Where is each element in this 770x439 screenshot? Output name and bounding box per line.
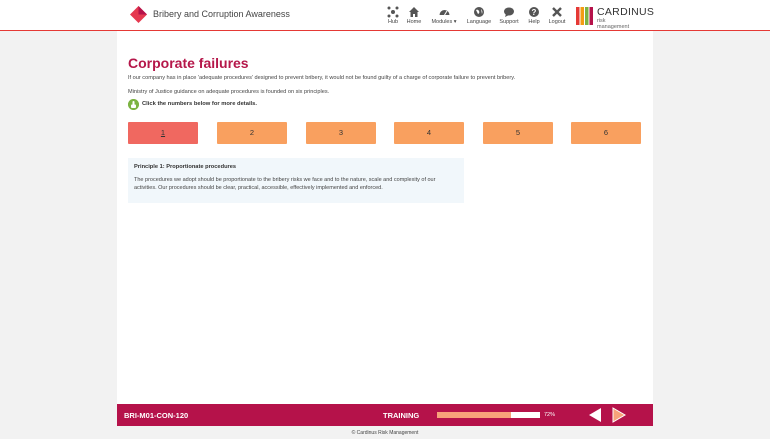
principle-detail-box [128,158,464,203]
progress-percent: 72% [544,412,556,418]
chat-icon [503,6,515,18]
nav-help-label: Help [528,19,540,25]
top-header [0,0,770,31]
close-icon [551,6,563,18]
help-icon [528,6,540,18]
principle-detail-title: Principle 1: Proportionate procedures [134,164,237,170]
previous-arrow-icon[interactable] [588,407,602,423]
nav-support-label: Support [499,19,519,25]
hand-pointer-icon [128,99,139,110]
copyright-text: © Cardinus Risk Management [351,430,419,436]
brand-name: CARDINUS [597,6,655,18]
content-panel [117,31,653,404]
hub-icon [387,6,399,18]
principle-tab-5[interactable]: 5 [483,122,553,144]
nav-hub[interactable] [385,6,401,28]
nav-support[interactable] [498,6,520,28]
footer-bar [117,404,653,426]
nav-language-label: Language [466,19,492,25]
hint-text: Click the numbers below for more details. [142,101,257,107]
nav-hub-label: Hub [387,19,399,25]
svg-text:?: ? [531,8,537,17]
nav-language[interactable] [466,6,492,28]
progress-fill [437,412,511,418]
modules-icon [438,6,451,18]
module-code: BRI-M01-CON-120 [124,411,189,420]
progress-bar [437,412,540,418]
principle-tab-4[interactable]: 4 [394,122,464,144]
intro-text: If our company has in place 'adequate procedures' designed to prevent bribery, it would not be found guilty of a charge of corporate failure to prevent bribery. [128,75,516,81]
diamond-logo-icon [130,6,147,23]
principle-detail-body: The procedures we adopt should be proportionate to the bribery risks we face and to the nature, scale and complexity of our activities. Our procedures should be clear, practical, accessible, effectively implemented and enforced. [134,177,436,191]
nav-logout[interactable] [547,6,567,28]
next-arrow-icon[interactable] [612,407,626,423]
principle-tabs [128,122,643,144]
home-icon [408,6,420,18]
nav-modules[interactable] [429,6,459,28]
nav-modules-label: Modules ▾ [431,19,457,25]
principle-tab-3[interactable]: 3 [306,122,376,144]
app-title: Bribery and Corruption Awareness [153,9,290,19]
nav-logout-label: Logout [548,19,566,25]
principle-tab-2[interactable]: 2 [217,122,287,144]
brand-sub: risk management [597,18,630,30]
page-title: Corporate failures [128,55,249,71]
intro-text-2: Ministry of Justice guidance on adequate procedures is founded on six principles. [128,89,330,95]
globe-icon [473,6,485,18]
training-label: TRAINING [383,411,420,420]
principle-tab-1[interactable]: 1 [128,122,198,144]
nav-help[interactable] [526,6,542,28]
nav-home-label: Home [406,19,422,25]
cardinus-bars-icon [576,7,594,25]
nav-home[interactable] [405,6,423,28]
principle-tab-6[interactable]: 6 [571,122,641,144]
